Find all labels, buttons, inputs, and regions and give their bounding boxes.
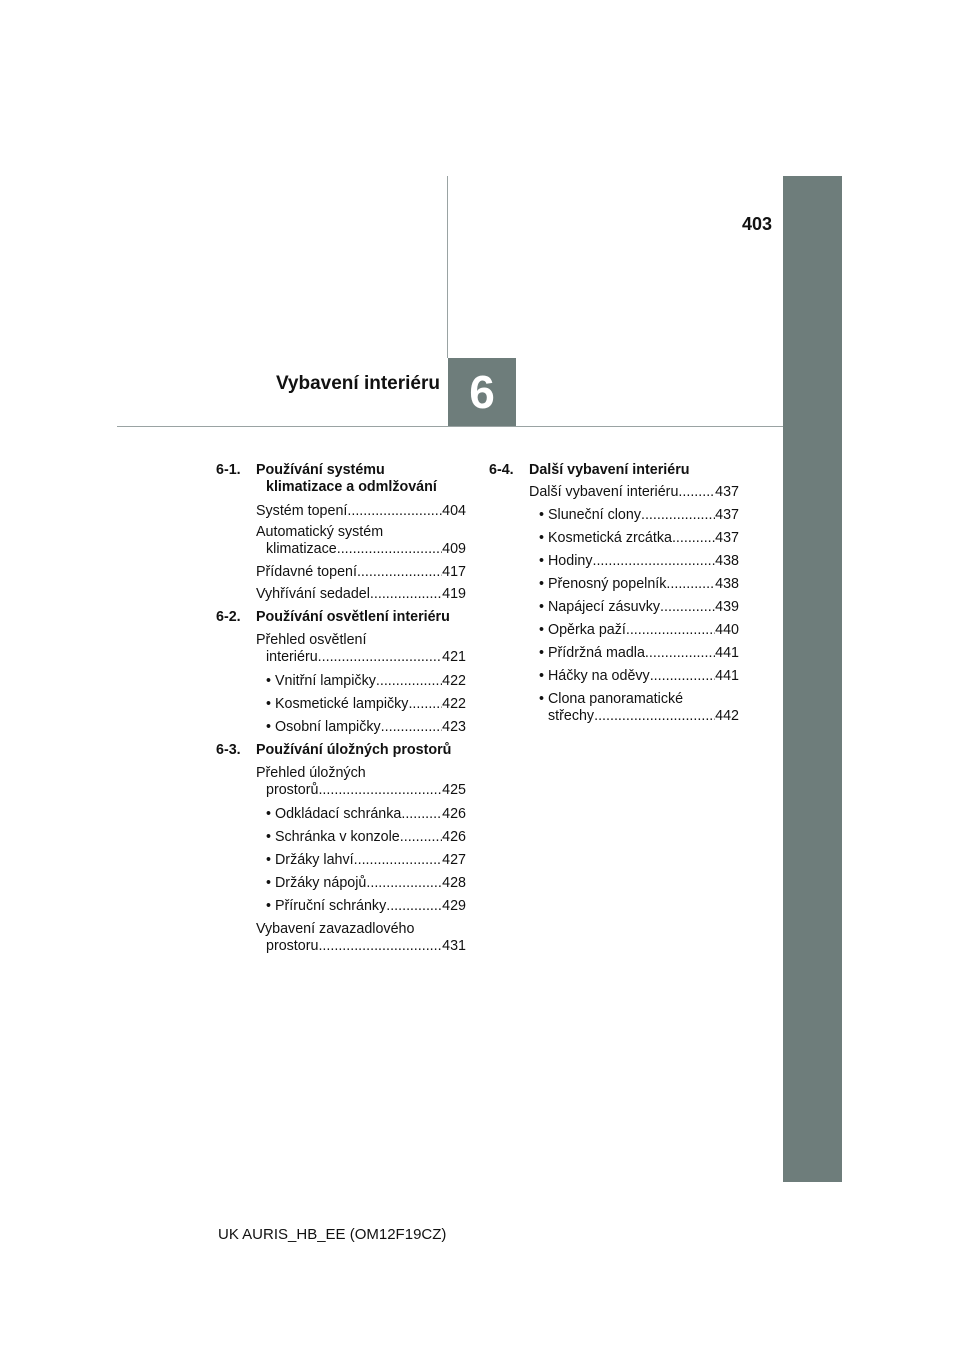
- toc-entry[interactable]: • Opěrka paží ..... 440: [529, 622, 739, 639]
- toc-entry[interactable]: • Přenosný popelník ..... 438: [529, 576, 739, 593]
- toc-column-left: [216, 462, 466, 962]
- chapter-number-box: 6: [448, 358, 516, 427]
- chapter-title: Vybavení interiéru: [275, 373, 440, 394]
- toc-entry[interactable]: • Háčky na oděvy ..... 441: [529, 668, 739, 685]
- toc-entry[interactable]: • Osobní lampičky ..... 423: [256, 719, 466, 736]
- document-id: UK AURIS_HB_EE (OM12F19CZ): [218, 1226, 447, 1243]
- section-title: Používání systému klimatizace a odmlžování: [256, 462, 437, 495]
- header-horizontal-rule: [117, 426, 783, 427]
- toc-entry[interactable]: • Kosmetická zrcátka ..... 437: [529, 530, 739, 547]
- toc-entry[interactable]: Přehled úložných prostorů ..... 425: [256, 765, 466, 799]
- toc-entry[interactable]: Automatický systém klimatizace ..... 409: [256, 524, 466, 558]
- section-number: 6-3.: [216, 742, 241, 758]
- toc-entry[interactable]: • Sluneční clony ..... 437: [529, 507, 739, 524]
- toc-entry[interactable]: • Kosmetické lampičky ..... 422: [256, 696, 466, 713]
- toc-entry[interactable]: • Napájecí zásuvky ..... 439: [529, 599, 739, 616]
- toc-entry[interactable]: • Příruční schránky ..... 429: [256, 898, 466, 915]
- toc-entry[interactable]: • Clona panoramatické střechy ..... 442: [529, 691, 739, 725]
- toc-entry[interactable]: Další vybavení interiéru ..... 437: [529, 484, 739, 501]
- chapter-side-tab: [783, 176, 842, 1182]
- toc-entry[interactable]: • Přídržná madla ..... 441: [529, 645, 739, 662]
- toc-entry[interactable]: • Hodiny ..... 438: [529, 553, 739, 570]
- section-title: Používání osvětlení interiéru: [256, 609, 450, 625]
- toc-column-right: [489, 462, 739, 742]
- header-vertical-rule: [447, 176, 448, 358]
- toc-entry[interactable]: Přídavné topení ..... 417: [256, 564, 466, 581]
- toc-entry[interactable]: Vyhřívání sedadel ..... 419: [256, 586, 466, 603]
- page-number: 403: [741, 214, 772, 234]
- section-number: 6-2.: [216, 609, 241, 625]
- toc-entry[interactable]: • Vnitřní lampičky ..... 422: [256, 673, 466, 690]
- section-number: 6-1.: [216, 462, 241, 478]
- toc-entry[interactable]: • Schránka v konzole ..... 426: [256, 829, 466, 846]
- toc-entry[interactable]: • Držáky nápojů ..... 428: [256, 875, 466, 892]
- section-title: Používání úložných prostorů: [256, 742, 452, 758]
- toc-entry[interactable]: • Držáky lahví ..... 427: [256, 852, 466, 869]
- section-title: Další vybavení interiéru: [529, 462, 690, 478]
- toc-entry[interactable]: Přehled osvětlení interiéru ..... 421: [256, 632, 466, 666]
- section-number: 6-4.: [489, 462, 514, 478]
- toc-entry[interactable]: • Odkládací schránka ..... 426: [256, 806, 466, 823]
- toc-entry[interactable]: Vybavení zavazadlového prostoru ..... 431: [256, 921, 466, 955]
- toc-entry[interactable]: Systém topení ..... 404: [256, 503, 466, 520]
